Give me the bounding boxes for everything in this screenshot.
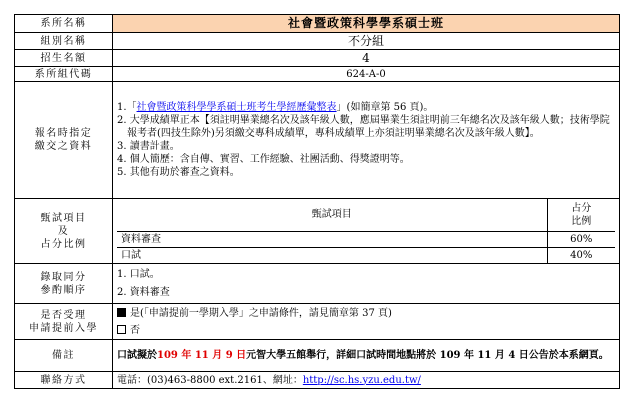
docs-label [15,82,113,199]
contact-label: 聯絡方式 [15,372,113,389]
early-label-line1: 是否受理 [40,309,87,321]
exam-header-ratio [547,199,615,231]
group-label: 組別名稱 [15,33,113,50]
row-group [15,33,620,50]
exam-label [15,199,113,264]
docs-item-3: 3. 讀書計畫。 [117,141,180,152]
tiebreak-label-line2: 參酌順序 [40,284,87,296]
notes-part-1: 口試擬於 [117,350,157,361]
docs-item-4: 4. 個人簡歷：含自傳、實習、工作經驗、社團活動、得獎證明等。 [117,154,410,165]
early-no-text: 否 [130,324,140,336]
contact-info [113,372,620,389]
notes-label: 備註 [15,340,113,372]
code-label: 系所組代碼 [15,67,113,82]
contact-phone: 電話：(03)463-8800 ext.2161、網址： [117,374,303,386]
docs-item-1 [117,101,615,114]
exam-label-line2: 及 [57,225,70,237]
notes-interview-date: 109 年 11 月 9 日 [157,350,247,361]
quota-label: 招生名額 [15,50,113,67]
group-value: 不分組 [113,33,620,50]
early-label-line2: 申請提前入學 [29,322,98,334]
docs-label-line1: 報名時指定 [34,128,93,139]
exam-label-line3: 占分比例 [40,238,87,250]
exam-header-ratio-line1: 占分 [571,202,592,214]
exam-row [117,231,615,247]
checked-box-icon [117,308,126,317]
code-value: 624-A-0 [113,67,620,82]
exam-item-ratio: 60% [547,231,615,247]
notes-part-2: 元智大學五館舉行，詳細口試時間地點將於 109 年 11 月 4 日公告於本系網頁。 [246,350,609,361]
quota-value: 4 [113,50,620,67]
early-options [113,304,620,340]
exam-items-cell [113,199,620,264]
admission-table [14,14,620,389]
row-dept [15,15,620,33]
docs-item-1-prefix: 1.「 [117,102,137,113]
row-docs [15,82,620,199]
docs-item-2: 2. 大學成績單正本【須註明畢業總名次及該年級人數，應屆畢業生須註明前三年總名次及該年級人數；技術學院報考者(四技生除外)另須繳交專科成績單，專科成績單上亦須註明畢業總名次及該年級人數】。 [117,115,610,139]
exam-row [117,247,615,263]
docs-label-line2: 繳交之資料 [34,141,93,152]
row-tiebreak [15,264,620,304]
docs-requirements [113,82,620,199]
exam-items-table [117,199,615,263]
early-option-no [117,322,615,339]
exam-item-name: 資料審查 [117,231,547,247]
row-exam [15,199,620,264]
row-contact [15,372,620,389]
exam-item-ratio: 40% [547,247,615,263]
tiebreak-order [113,264,620,304]
docs-item-1-suffix: 」(如簡章第 56 頁)。 [336,102,434,113]
department-website-link[interactable]: http://sc.hs.yzu.edu.tw/ [302,374,421,386]
row-early [15,304,620,340]
row-quota [15,50,620,67]
notes-text [113,340,620,372]
early-label [15,304,113,340]
exam-header-ratio-line2: 比例 [571,215,592,227]
exam-header-item: 甄試項目 [117,199,547,231]
docs-item-5: 5. 其他有助於審查之資料。 [117,167,240,178]
admission-info-sheet [14,14,620,389]
tiebreak-label-line1: 錄取同分 [40,271,87,283]
row-notes [15,340,620,372]
row-code [15,67,620,82]
early-option-yes [117,305,615,322]
tiebreak-item-1: 1. 口試。 [117,268,160,280]
exam-label-line1: 甄試項目 [40,212,87,224]
exam-header-row [117,199,615,231]
tiebreak-item-2: 2. 資料審查 [117,286,170,298]
dept-value: 社會暨政策科學學系碩士班 [113,15,620,33]
applicant-summary-form-link[interactable]: 社會暨政策科學學系碩士班考生學經歷彙整表 [136,102,337,113]
unchecked-box-icon [117,325,126,334]
dept-label: 系所名稱 [15,15,113,33]
tiebreak-label [15,264,113,304]
early-yes-text: 是(「申請提前一學期入學」之申請條件，請見簡章第 37 頁) [130,307,392,319]
exam-item-name: 口試 [117,247,547,263]
